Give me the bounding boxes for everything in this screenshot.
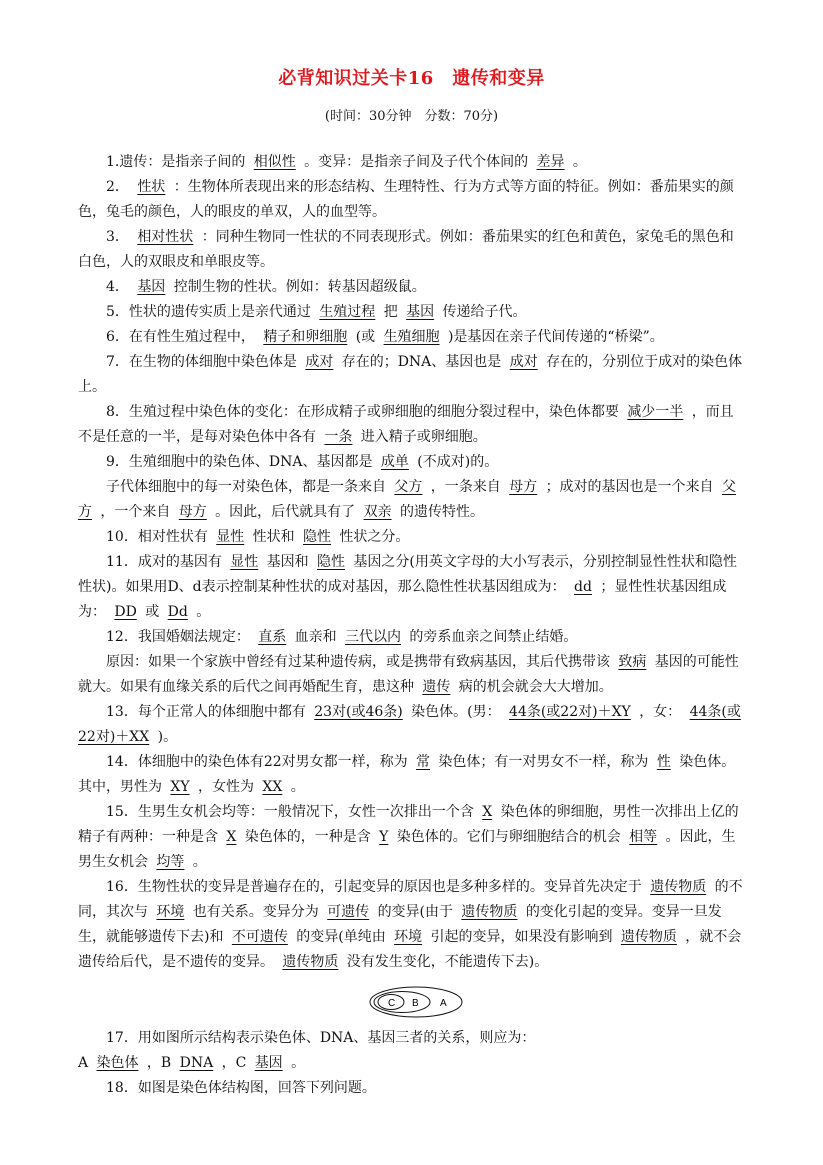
- label-c: C: [388, 998, 396, 1009]
- answer-blank: XY: [170, 779, 190, 795]
- question-16: 16．生物性状的变异是普遍存在的，引起变异的原因也是多种多样的。变异首先决定于 遗传物质 的不同，其次与 环境 也有关系。变异分为 可遗传 的变异(由于 遗传物质 的变化引起的变异。变异一旦发生，就能够遗传下去)和 不可遗传 的变异(单纯由 环境 引起的变异，如果没有影响到 遗传物质 ，就不会遗传给后代，是不遗传的变异。 遗传物质 没有发生变化，不能遗传下去)。: [78, 879, 743, 970]
- answer-blank: X: [482, 804, 493, 820]
- answer-blank: 母方: [178, 504, 207, 520]
- answer-blank: 相似性: [253, 154, 296, 170]
- question-1: 1.遗传：是指亲子间的 相似性 。变异：是指亲子间及子代个体间的 差异 。: [106, 154, 587, 170]
- answer-blank: 不可遗传: [231, 929, 288, 945]
- answer-blank: 环境: [156, 904, 185, 920]
- nested-ellipse-diagram: [368, 985, 464, 1019]
- answer-blank: Dd: [167, 604, 188, 620]
- question-14: 14．体细胞中的染色体有22对男女都一样，称为 常 染色体；有一对男女不一样，称为 性 染色体。其中，男性为 XY ，女性为 XX 。: [78, 754, 736, 795]
- question-12-reason: 原因：如果一个家族中曾经有过某种遗传病，或是携带有致病基因，其后代携带该 致病 基因的可能性就大。如果有血缘关系的后代之间再婚配生育，患这种 遗传 病的机会就会大大增加。: [78, 654, 739, 695]
- answer-blank: 一条: [324, 429, 353, 445]
- question-list: [78, 150, 746, 975]
- answer-blank: 常: [416, 754, 431, 770]
- answer-blank: 基因: [254, 1055, 283, 1071]
- answer-blank: 基因: [406, 304, 435, 320]
- answer-blank: 44条(或22对)＋XY: [509, 704, 631, 720]
- answer-blank: XX: [262, 779, 283, 795]
- question-17-answer: A 染色体 ，B DNA ，C 基因 。: [78, 1055, 306, 1071]
- answer-blank: 基因: [137, 279, 166, 295]
- answer-blank: 性状: [137, 179, 166, 195]
- answer-blank: 致病: [618, 654, 647, 670]
- question-12: 12．我国婚姻法规定： 直系 血亲和 三代以内 的旁系血亲之间禁止结婚。: [106, 629, 578, 645]
- answer-blank: 生殖过程: [319, 304, 376, 320]
- page-title: 必背知识过关卡16 遗传和变异: [278, 68, 545, 89]
- question-4: 4． 基因 控制生物的性状。例如：转基因超级鼠。: [106, 279, 426, 295]
- answer-blank: DD: [114, 604, 137, 620]
- answer-blank: 遗传物质: [650, 879, 707, 895]
- answer-blank: 遗传物质: [620, 929, 677, 945]
- answer-blank: 差异: [536, 154, 565, 170]
- answer-blank: 母方: [509, 479, 538, 495]
- question-7: 7．在生物的体细胞中染色体是 成对 存在的；DNA、基因也是 成对 存在的，分别位于成对的染色体上。: [78, 354, 743, 395]
- exam-info: (时间：30分钟 分数：70分): [324, 109, 499, 124]
- question-list-bottom: [78, 1026, 746, 1101]
- answer-blank: 染色体: [96, 1055, 139, 1071]
- answer-blank: 父方: [394, 479, 423, 495]
- answer-blank: 相对性状: [137, 229, 194, 245]
- answer-blank: 成对: [305, 354, 334, 370]
- answer-blank: 遗传物质: [461, 904, 518, 920]
- answer-blank: 均等: [156, 854, 185, 870]
- answer-blank: 生殖细胞: [383, 329, 440, 345]
- answer-blank: 显性: [230, 554, 259, 570]
- answer-blank: 显性: [216, 529, 245, 545]
- answer-blank: 23对(或46条): [314, 704, 403, 720]
- question-18: 18．如图是染色体结构图，回答下列问题。: [106, 1080, 376, 1096]
- answer-blank: 双亲: [363, 504, 392, 520]
- answer-blank: Y: [379, 829, 389, 845]
- answer-blank: 三代以内: [345, 629, 401, 645]
- label-a: A: [440, 998, 447, 1009]
- question-9: 9．生殖细胞中的染色体、DNA、基因都是 成单 (不成对)的。: [106, 454, 499, 470]
- answer-blank: 遗传: [422, 679, 451, 695]
- answer-blank: 性: [656, 754, 671, 770]
- question-5: 5．性状的遗传实质上是亲代通过 生殖过程 把 基因 传递给子代。: [106, 304, 527, 320]
- label-b: B: [412, 998, 419, 1009]
- question-9-continued: 子代体细胞中的每一对染色体，都是一条来自 父方 ，一条来自 母方 ；成对的基因也是一个来自 父方 ，一个来自 母方 。因此，后代就具有了 双亲 的遗传特性。: [78, 479, 736, 520]
- answer-blank: 精子和卵细胞: [263, 329, 348, 345]
- question-6: 6．在有性生殖过程中， 精子和卵细胞 (或 生殖细胞 )是基因在亲子代间传递的“桥梁”。: [106, 329, 664, 345]
- question-10: 10．相对性状有 显性 性状和 隐性 性状之分。: [106, 529, 410, 545]
- answer-blank: dd: [574, 579, 592, 595]
- question-15: 15．生男生女机会均等：一般情况下，女性一次排出一个含 X 染色体的卵细胞，男性一次排出上亿的精子有两种：一种是含 X 染色体的，一种是含 Y 染色体的。它们与卵细胞结合的机会 相等 。因此，生男生女机会 均等 。: [78, 804, 739, 870]
- answer-blank: DNA: [179, 1055, 214, 1071]
- answer-blank: 相等: [629, 829, 658, 845]
- question-11: 11．成对的基因有 显性 基因和 隐性 基因之分(用英文字母的大小写表示，分别控制显性性状和隐性性状)。如果用D、d表示控制某种性状的成对基因，那么隐性性状基因组成为： dd ；显性性状基因组成为： DD 或 Dd 。: [78, 554, 737, 620]
- answer-blank: 可遗传: [327, 904, 370, 920]
- answer-blank: X: [226, 829, 237, 845]
- question-13: 13．每个正常人的体细胞中都有 23对(或46条) 染色体。(男： 44条(或22对)＋XY ，女： 44条(或22对)＋XX )。: [78, 704, 741, 745]
- answer-blank: 减少一半: [627, 404, 684, 420]
- answer-blank: 隐性: [303, 529, 331, 545]
- question-2: 2． 性状 ：生物体所表现出来的形态结构、生理特性、行为方式等方面的特征。例如：番茄果实的颜色，兔毛的颜色，人的眼皮的单双，人的血型等。: [78, 179, 734, 220]
- answer-blank: 遗传物质: [282, 954, 339, 970]
- answer-blank: 直系: [258, 629, 287, 645]
- question-3: 3． 相对性状 ：同种生物同一性状的不同表现形式。例如：番茄果实的红色和黄色，家兔毛的黑色和白色，人的双眼皮和单眼皮等。: [78, 229, 734, 270]
- answer-blank: 成对: [509, 354, 538, 370]
- answer-blank: 父方: [78, 479, 736, 520]
- answer-blank: 隐性: [317, 554, 345, 570]
- answer-blank: 成单: [380, 454, 409, 470]
- question-8: 8．生殖过程中染色体的变化：在形成精子或卵细胞的细胞分裂过程中，染色体都要 减少一半 ，而且不是任意的一半，是每对染色体中各有 一条 进入精子或卵细胞。: [78, 404, 734, 445]
- answer-blank: 44条(或22对)＋XX: [78, 704, 741, 745]
- question-17: 17．用如图所示结构表示染色体、DNA、基因三者的关系，则应为：: [106, 1030, 536, 1046]
- ellipse-b: [374, 992, 430, 1013]
- answer-blank: 环境: [394, 929, 423, 945]
